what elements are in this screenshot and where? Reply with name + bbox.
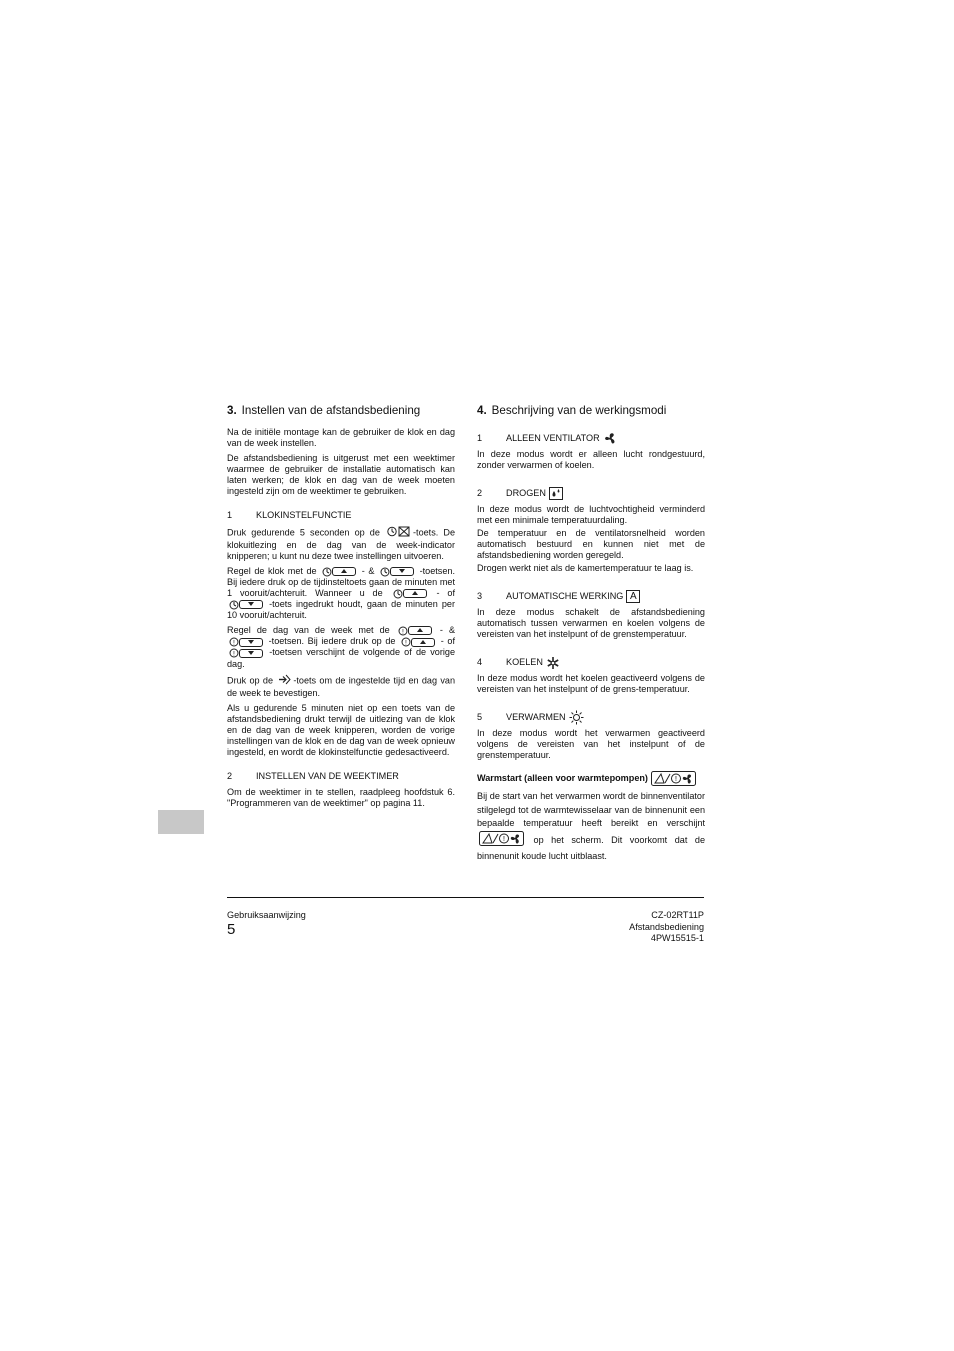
section-4-number: 4. xyxy=(477,404,487,417)
left-column xyxy=(227,404,455,813)
clock-paragraph-2: Regel de klok met de - & -toetsen. Bij iedere druk op de tijdinsteltoets gaan de minuten met 1 vooruit/achteruit. Wanneer u de - of -toets ingedrukt houdt, gaan de minuten per 10 vooruit/achteruit. xyxy=(227,566,456,621)
section-4-title: Beschrijving van de werkingsmodi xyxy=(491,404,667,417)
clock-paragraph-5: Als u gedurende 5 minuten niet op een toets van de afstandsbediening drukt terwijl de uitlezing van de klok en de dag van de week knipperen, worden de vorige instellingen van de klok en de dag van de week opnieuw ingesteld, en wordt de klokinstelfunctie gedesactiveerd. xyxy=(227,702,455,757)
svg-text:!: ! xyxy=(233,640,235,647)
sun-icon xyxy=(569,710,584,725)
warmstart-heading: Warmstart (alleen voor warmtepompen) ! xyxy=(477,771,705,786)
footer-model: CZ-02RT11P xyxy=(651,910,704,920)
section-tab-marker xyxy=(158,810,204,834)
mode-alleen-ventilator: 1 ALLEEN VENTILATOR xyxy=(477,432,705,445)
clock-up-key-icon xyxy=(322,566,356,577)
clock-paragraph-1: Druk gedurende 5 seconden op de -toets. De klokuitlezing en de dag van de week-indicator knipperen; u kunt nu deze twee instellingen uitvoeren. xyxy=(227,527,456,561)
mode-koelen: 4 KOELEN xyxy=(477,656,705,669)
footer-product: Afstandsbediening xyxy=(629,921,704,932)
subsection-klokinstelfunctie xyxy=(227,509,455,522)
mode-2-description-1: In deze modus wordt de luchtvochtigheid verminderd met een minimale temperatuurdaling. xyxy=(477,504,705,525)
weektimer-paragraph: Om de weektimer in te stellen, raadpleeg hoofdstuk 6. "Programmeren van de weektimer" op pagina 11. xyxy=(227,786,455,808)
section-3-title: Instellen van de afstandsbediening xyxy=(241,404,421,417)
mode-3-description: In deze modus schakelt de afstandsbediening automatisch tussen verwarmen en koelen volgens de vereisten van het instelpunt of de grenstemperatuur. xyxy=(477,607,705,639)
section-3-number: 3. xyxy=(227,404,237,417)
mode-4-description: In deze modus wordt het koelen geactiveerd volgens de vereisten van het instelpunt of de grens-temperatuur. xyxy=(477,673,705,694)
mode-drogen: 2 DROGEN xyxy=(477,487,705,500)
mode-5-description: In deze modus wordt het verwarmen geactiveerd volgens de vereisten van het instelpunt of de grenstemperatuur. xyxy=(477,728,705,760)
svg-text:!: ! xyxy=(233,651,235,658)
footer-label: Gebruiksaanwijzing xyxy=(227,910,306,920)
svg-text:!: ! xyxy=(503,835,505,843)
day-down-key-icon xyxy=(229,636,263,647)
intro-paragraph-1: Na de initiële montage kan de gebruiker de klok en dag van de week instellen. xyxy=(227,427,455,448)
warmstart-description: Bij de start van het verwarmen wordt de binnenventilator stilgelegd tot de warmtewisselaar van de binnenunit een bepaalde temperatuur heeft bereikt en verschijnt ! op het scherm. Dit voorkomt dat de binnenunit koude lucht uitblaast. xyxy=(477,791,705,861)
day-up-key-icon xyxy=(401,636,435,647)
fan-icon xyxy=(603,432,618,445)
svg-text:!: ! xyxy=(405,640,407,647)
svg-text:!: ! xyxy=(401,629,404,636)
footer-doc-code: 4PW15515-1 xyxy=(650,933,704,943)
clock-day-key-icon xyxy=(387,526,411,540)
mode-verwarmen: 5 VERWARMEN xyxy=(477,711,705,724)
section-4-heading xyxy=(477,404,705,418)
warmstart-icon xyxy=(651,771,696,786)
mode-2-description-3: Drogen werkt niet als de kamertemperatuur te laag is. xyxy=(477,563,694,573)
subsection-title: KLOKINSTELFUNCTIE xyxy=(256,510,352,520)
subsection-title: INSTELLEN VAN DE WEEKTIMER xyxy=(256,770,399,781)
section-3-heading xyxy=(227,404,455,418)
mode-automatische-werking: 3 AUTOMATISCHE WERKING A xyxy=(477,590,705,603)
page-number: 5 xyxy=(227,921,236,938)
clock-up-key-icon xyxy=(393,588,427,599)
right-column xyxy=(477,404,705,868)
intro-paragraph-2: De afstandsbediening is uitgerust met een weektimer waarmee de gebruiker de installatie automatisch kan laten werken; de klok en dag van de week moeten ingesteld zijn om de weektimer te gebruiken. xyxy=(227,453,455,496)
auto-mode-icon: A xyxy=(626,590,640,603)
snowflake-icon xyxy=(546,656,560,670)
clock-paragraph-4: Druk op de -toets om de ingestelde tijd en dag van de week te bevestigen. xyxy=(227,674,456,698)
mode-2-description-2: De temperatuur en de ventilatorsnelheid worden automatisch bestuurd en kunnen niet met de afstandsbediening worden geregeld. xyxy=(477,528,705,560)
day-down-key-icon xyxy=(229,648,263,659)
footer-product-info xyxy=(629,910,704,945)
clock-down-key-icon xyxy=(229,599,263,610)
clock-paragraph-3: Regel de dag van de week met de ! - & ! -toetsen. Bij iedere druk op de ! - of ! -toetsen verschijnt de volgende of de vorige dag. xyxy=(227,625,456,669)
subsection-number: 1 xyxy=(227,510,233,520)
drop-icon xyxy=(549,487,563,500)
svg-text:!: ! xyxy=(674,776,677,783)
mode-1-description: In deze modus wordt er alleen lucht rondgestuurd, zonder verwarmen of koelen. xyxy=(477,449,705,470)
subsection-weektimer xyxy=(227,770,455,783)
subsection-number: 2 xyxy=(227,770,233,781)
warmstart-icon xyxy=(479,831,524,851)
clock-down-key-icon xyxy=(380,566,414,577)
footer-divider xyxy=(227,897,704,898)
day-up-key-icon xyxy=(398,625,432,636)
confirm-arrow-icon xyxy=(278,674,291,688)
